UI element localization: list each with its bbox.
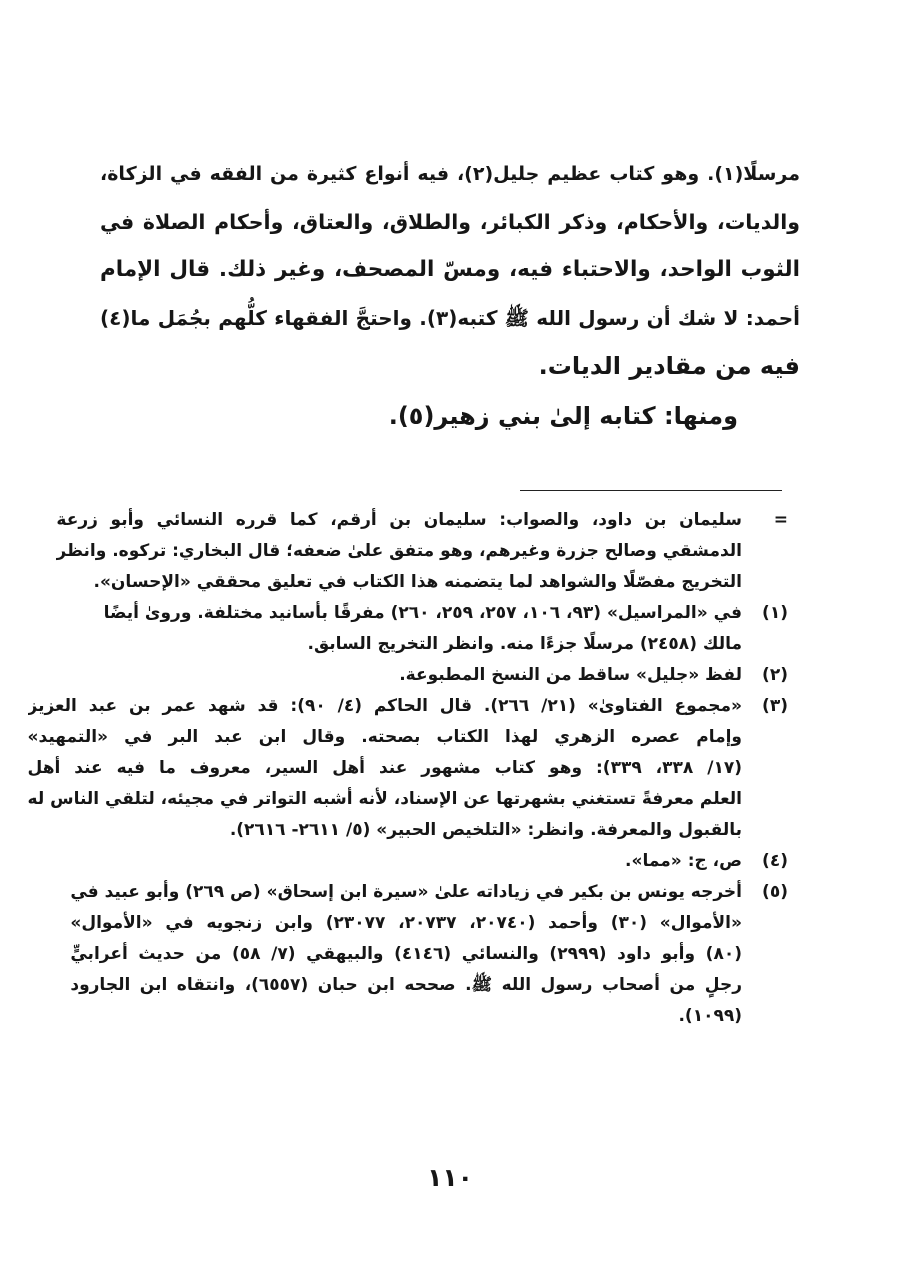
main-line: والديات، والأحكام، وذكر الكبائر، والطلاق، والعتاق، وأحكام الصلاة في: [100, 210, 800, 234]
footnote-line: (١٧/ ٣٣٨، ٣٣٩): وهو كتاب مشهور عند أهل السير، معروف ما فيه عند أهل: [27, 758, 742, 778]
footnote-line: التخريج مفصّلًا والشواهد لما يتضمنه هذا الكتاب في تعليق محققي «الإحسان».: [93, 572, 742, 592]
footnote-line: مالك (٢٤٥٨) مرسلًا جزءًا منه. وانظر التخريج السابق.: [307, 634, 742, 654]
footnote-continued: [56, 505, 788, 598]
footnote-body: [104, 598, 742, 660]
footnote-3: [27, 691, 788, 846]
footnote-marker: (٥): [762, 882, 788, 902]
footnote-body: [28, 691, 742, 846]
footnote-line: وإمام عصره الزهري لهذا الكتاب بصحته. وقال ابن عبد البر في «التمهيد»: [27, 727, 742, 747]
footnote-2: [105, 660, 788, 691]
footnote-line: أخرجه يونس بن بكير في زياداته علىٰ «سيرة ابن إسحاق» (ص ٢٦٩) وأبو عبيد في: [70, 882, 742, 902]
footnote-line: الدمشقي وصالح جزرة وغيرهم، وهو متفق علىٰ ضعفه؛ قال البخاري: تركوه. وانظر: [56, 541, 742, 561]
main-line: الثوب الواحد، والاحتباء فيه، ومسّ المصحف، وغير ذلك. قال الإمام: [100, 257, 800, 282]
footnote-line: في «المراسيل» (٩٣، ١٠٦، ٢٥٧، ٢٥٩، ٢٦٠) مفرقًا بأسانيد مختلفة. وروىٰ أيضًا: [103, 603, 742, 623]
footnote-marker: =: [773, 510, 788, 530]
footnote-marker: (٢): [762, 665, 788, 685]
main-line: أحمد: لا شك أن رسول الله ﷺ كتبه(٣). واحتجَّ الفقهاء كلُّهم بجُمَل ما(٤): [100, 306, 800, 330]
footnote-line: (١٠٩٩).: [678, 1006, 742, 1026]
footnote-line: ص، ج: «مما».: [625, 851, 742, 871]
main-line: فيه من مقادير الديات.: [538, 352, 800, 380]
footnote-line: بالقبول والمعرفة. وانظر: «التلخيص الحبير» (٥/ ٢٦١١- ٢٦١٦).: [229, 820, 742, 840]
footnote-body: [70, 877, 742, 1032]
footnote-body: [105, 660, 742, 691]
footnote-line: «مجموع الفتاوىٰ» (٢١/ ٢٦٦). قال الحاكم (٤/ ٩٠): قد شهد عمر بن عبد العزيز: [27, 696, 742, 716]
footnote-1: [105, 598, 788, 660]
footnote-5: [70, 877, 788, 1032]
main-paragraph-2: ومنها: كتابه إلىٰ بني زهير(٥).: [388, 402, 738, 430]
footnote-line: «الأموال» (٣٠) وأحمد (٢٠٧٤٠، ٢٠٧٣٧، ٢٣٠٧٧) وابن زنجويه في «الأموال»: [70, 913, 742, 933]
footnote-marker: (٣): [762, 696, 788, 716]
footnote-line: سليمان بن داود، والصواب: سليمان بن أرقم، كما قرره النسائي وأبو زرعة: [56, 510, 742, 530]
footnote-line: رجلٍ من أصحاب رسول الله ﷺ. صححه ابن حبان (٦٥٥٧)، وانتقاه ابن الجارود: [70, 975, 742, 995]
main-paragraph: [100, 150, 800, 390]
footnote-marker: (١): [762, 603, 788, 623]
page-number: ١١٠: [427, 1163, 473, 1192]
footnote-body: [105, 846, 742, 877]
footnote-line: العلم معرفةً تستغني بشهرتها عن الإسناد، لأنه أشبه التواتر في مجيئه، لتلقي الناس له: [27, 789, 742, 809]
footnote-body: [56, 505, 742, 598]
footnotes: [27, 505, 788, 1032]
footnote-4: [105, 846, 788, 877]
footnote-marker: (٤): [762, 851, 788, 871]
footnote-line: لفظ «جليل» ساقط من النسخ المطبوعة.: [399, 665, 742, 685]
footnote-line: (٨٠) وأبو داود (٢٩٩٩) والنسائي (٤١٤٦) والبيهقي (٧/ ٥٨) من حديث أعرابيٍّ: [70, 944, 742, 964]
footnote-divider: [520, 490, 782, 491]
main-line: مرسلًا(١). وهو كتاب عظيم جليل(٢)، فيه أنواع كثيرة من الفقه في الزكاة،: [100, 163, 800, 185]
